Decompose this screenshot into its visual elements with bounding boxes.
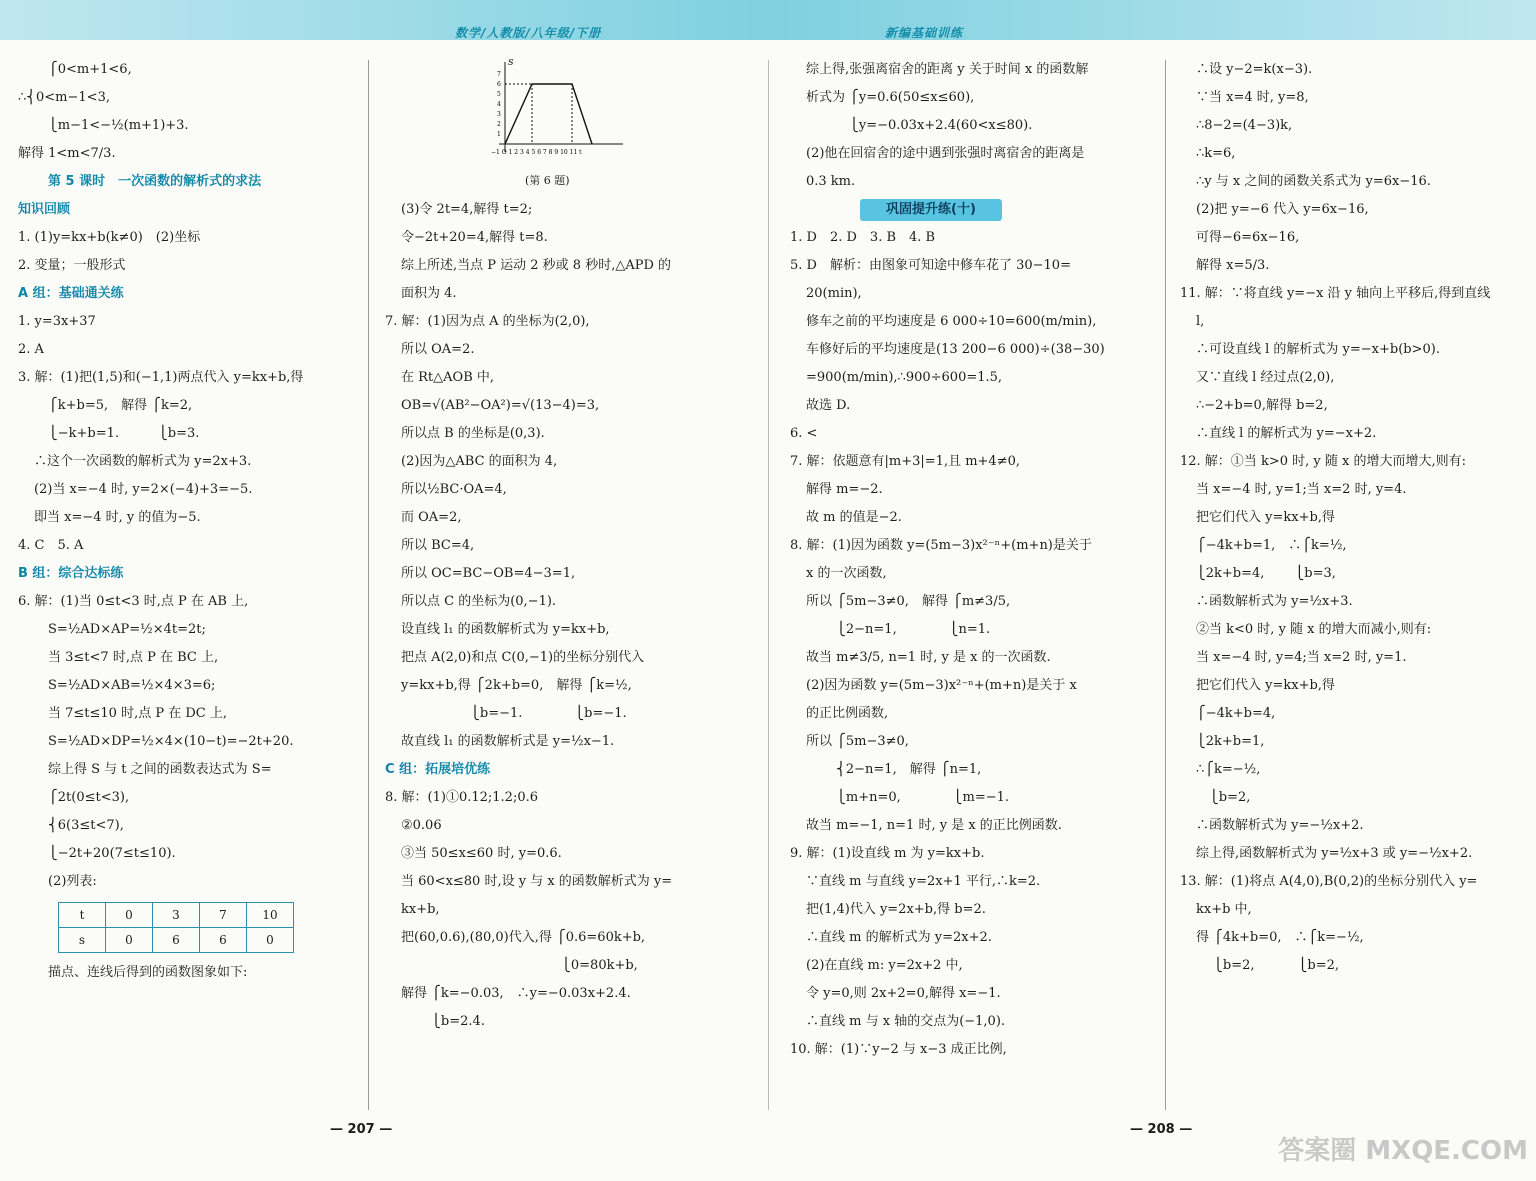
answer-line: 2. 变量；一般形式 xyxy=(18,258,126,273)
answer-line: ∴⎧k=−½, xyxy=(1196,762,1261,777)
answer-line: 在 Rt△AOB 中, xyxy=(401,370,495,385)
answer-line: ⎩0=80k+b, xyxy=(401,958,638,973)
answer-line: 故 m 的值是−2. xyxy=(806,510,902,525)
answer-line: OB=√(AB²−OA²)=√(13−4)=3, xyxy=(401,398,600,413)
answer-line: (2)他在回宿舍的途中遇到张强时离宿舍的距离是 xyxy=(806,146,1085,161)
answer-line: 故当 m=−1, n=1 时, y 是 x 的正比例函数. xyxy=(806,818,1062,833)
y-tick-label: 6 xyxy=(497,81,501,88)
answer-line: 6. < xyxy=(790,426,818,441)
answer-line: 令 y=0,则 2x+2=0,解得 x=−1. xyxy=(806,986,1001,1001)
table-cell: 7 xyxy=(200,903,247,928)
table-row xyxy=(59,903,294,928)
answer-line: y=kx+b,得 ⎧2k+b=0, 解得 ⎧k=½, xyxy=(401,678,632,693)
answer-line: 解得 x=5/3. xyxy=(1196,258,1270,273)
answer-line: S=½AD×DP=½×4×(10−t)=−2t+20. xyxy=(48,734,294,749)
graph-line xyxy=(505,84,592,144)
answer-line: (2)列表: xyxy=(48,874,97,889)
answer-line: 6. 解：(1)当 0≤t<3 时,点 P 在 AB 上, xyxy=(18,594,249,609)
y-tick-label: 3 xyxy=(497,111,501,118)
function-graph xyxy=(485,56,625,156)
answer-line: ⎩2−n=1, ⎩n=1. xyxy=(806,622,991,637)
answer-line: ∴8−2=(4−3)k, xyxy=(1196,118,1293,133)
y-axis-label: S xyxy=(508,58,514,67)
answer-line: 当 x=−4 时, y=1;当 x=2 时, y=4. xyxy=(1196,482,1407,497)
table-cell: 6 xyxy=(200,928,247,953)
answer-line: S=½AD×AB=½×4×3=6; xyxy=(48,678,216,693)
column-3 xyxy=(790,56,1160,1064)
answer-line: =900(m/min),∴900÷600=1.5, xyxy=(806,370,1003,385)
column-4 xyxy=(1180,56,1530,980)
answer-line: ∴直线 m 的解析式为 y=2x+2. xyxy=(806,930,992,945)
answer-line: ∴−2+b=0,解得 b=2, xyxy=(1196,398,1328,413)
answer-line: 又∵直线 l 经过点(2,0), xyxy=(1196,370,1335,385)
y-tick-label: 2 xyxy=(497,121,501,128)
answer-line: ⎧−4k+b=4, xyxy=(1196,706,1276,721)
answer-line: kx+b 中, xyxy=(1196,902,1252,917)
answer-line: ③当 50≤x≤60 时, y=0.6. xyxy=(401,846,562,861)
y-tick-label: 1 xyxy=(497,131,501,138)
answer-line: 可得−6=6x−16, xyxy=(1196,230,1300,245)
answer-line: ⎩−k+b=1. ⎩b=3. xyxy=(48,426,200,441)
header-book-title: 数学/人教版/八年级/下册 xyxy=(455,26,602,40)
answer-line: 所以½BC·OA=4, xyxy=(401,482,507,497)
page-gutter xyxy=(768,60,769,1110)
header-band xyxy=(0,0,1536,40)
section-heading: B 组：综合达标练 xyxy=(18,566,124,581)
y-tick-label: 5 xyxy=(497,91,501,98)
answer-line: ⎩2k+b=4, ⎩b=3, xyxy=(1196,566,1336,581)
answer-line: 2. A xyxy=(18,342,44,357)
y-tick-labels xyxy=(497,71,501,138)
answer-line: 的正比例函数, xyxy=(806,706,889,721)
answer-line: 解得 ⎧k=−0.03, ∴y=−0.03x+2.4. xyxy=(401,986,631,1001)
answer-line: (2)因为△ABC 的面积为 4, xyxy=(401,454,558,469)
answer-line: 车修好后的平均速度是(13 200−6 000)÷(38−30) xyxy=(806,342,1105,357)
table-cell: 0 xyxy=(106,903,153,928)
answer-line: S=½AD×AP=½×4t=2t; xyxy=(48,622,206,637)
answer-line: x 的一次函数, xyxy=(806,566,887,581)
answer-line: ⎩b=−1. ⎩b=−1. xyxy=(401,706,627,721)
y-tick-label: 4 xyxy=(497,101,501,108)
answer-line: 所以 BC=4, xyxy=(401,538,475,553)
answer-line: ∴⎨0<m−1<3, xyxy=(18,90,110,105)
answer-line: ∴函数解析式为 y=−½x+2. xyxy=(1196,818,1364,833)
answer-line: 令−2t+20=4,解得 t=8. xyxy=(401,230,548,245)
answer-line: (2)在直线 m: y=2x+2 中, xyxy=(806,958,963,973)
answer-line: 当 60<x≤80 时,设 y 与 x 的函数解析式为 y= xyxy=(401,874,673,889)
answer-line: 解得 m=−2. xyxy=(806,482,883,497)
answer-line: (2)因为函数 y=(5m−3)x²⁻ⁿ+(m+n)是关于 x xyxy=(806,678,1077,693)
answer-line: 所以点 C 的坐标为(0,−1). xyxy=(401,594,557,609)
answer-line: ⎩2k+b=1, xyxy=(1196,734,1265,749)
answer-line: ∴y 与 x 之间的函数关系式为 y=6x−16. xyxy=(1196,174,1431,189)
table-cell: 6 xyxy=(153,928,200,953)
answer-line: 解得 1<m<7/3. xyxy=(18,146,116,161)
figure-caption: (第 6 题) xyxy=(525,174,570,187)
answer-line: 把点 A(2,0)和点 C(0,−1)的坐标分别代入 xyxy=(401,650,645,665)
column-2 xyxy=(385,56,760,1036)
answer-line: (3)令 2t=4,解得 t=2; xyxy=(401,202,533,217)
answer-line: 5. D 解析：由图象可知途中修车花了 30−10= xyxy=(790,258,1071,273)
table-cell: 10 xyxy=(247,903,294,928)
answer-line: 把(60,0.6),(80,0)代入,得 ⎧0.6=60k+b, xyxy=(401,930,646,945)
answer-line: 得 ⎧4k+b=0, ∴⎧k=−½, xyxy=(1196,930,1364,945)
answer-line: 1. D 2. D 3. B 4. B xyxy=(790,230,936,245)
answer-line: 而 OA=2, xyxy=(401,510,462,525)
answer-line: 综上得,函数解析式为 y=½x+3 或 y=−½x+2. xyxy=(1196,846,1473,861)
answer-line: 当 3≤t<7 时,点 P 在 BC 上, xyxy=(48,650,219,665)
header-series-title: 新编基础训练 xyxy=(885,26,964,40)
answer-line: 当 7≤t≤10 时,点 P 在 DC 上, xyxy=(48,706,227,721)
answer-line: 所以 OA=2. xyxy=(401,342,475,357)
section-heading: C 组：拓展培优练 xyxy=(385,762,491,777)
answer-line: l, xyxy=(1196,314,1205,329)
answer-line: 综上得 S 与 t 之间的函数表达式为 S= xyxy=(48,762,272,777)
answer-line: 1. y=3x+37 xyxy=(18,314,96,329)
answer-line: 析式为 ⎧y=0.6(50≤x≤60), xyxy=(806,90,975,105)
column-1 xyxy=(18,56,363,987)
answer-line: ②当 k<0 时, y 随 x 的增大而减小,则有: xyxy=(1196,622,1432,637)
answer-line: 20(min), xyxy=(806,286,862,301)
answer-line: 11. 解：∵将直线 y=−x 沿 y 轴向上平移后,得到直线 xyxy=(1180,286,1491,301)
answer-line: 故当 m≠3/5, n=1 时, y 是 x 的一次函数. xyxy=(806,650,1051,665)
answer-line: 综上所述,当点 P 运动 2 秒或 8 秒时,△APD 的 xyxy=(401,258,672,273)
page-header xyxy=(0,0,1536,44)
answer-line: 12. 解：①当 k>0 时, y 随 x 的增大而增大,则有: xyxy=(1180,454,1466,469)
answer-line: 4. C 5. A xyxy=(18,538,84,553)
answer-line: ∴这个一次函数的解析式为 y=2x+3. xyxy=(34,454,252,469)
answer-line: ⎩m−1<−½(m+1)+3. xyxy=(48,118,189,133)
answer-line: (2)把 y=−6 代入 y=6x−16, xyxy=(1196,202,1369,217)
table-row xyxy=(59,928,294,953)
answer-line: 所以 OC=BC−OB=4−3=1, xyxy=(401,566,576,581)
answer-line: 所以 ⎧5m−3≠0, xyxy=(806,734,909,749)
answer-line: ⎧k+b=5, 解得 ⎧k=2, xyxy=(48,398,193,413)
answer-line: 修车之前的平均速度是 6 000÷10=600(m/min), xyxy=(806,314,1097,329)
answer-line: ⎩y=−0.03x+2.4(60<x≤80). xyxy=(806,118,1033,133)
answer-line: 设直线 l₁ 的函数解析式为 y=kx+b, xyxy=(401,622,610,637)
table-cell: 3 xyxy=(153,903,200,928)
answer-line: ∴k=6, xyxy=(1196,146,1236,161)
x-tick-labels: −1 O 1 2 3 4 5 6 7 8 9 10 11 t xyxy=(491,149,582,156)
answer-line: ∴函数解析式为 y=½x+3. xyxy=(1196,594,1353,609)
answer-line: 9. 解：(1)设直线 m 为 y=kx+b. xyxy=(790,846,985,861)
answer-line: 当 x=−4 时, y=4;当 x=2 时, y=1. xyxy=(1196,650,1407,665)
answer-line: ⎩b=2.4. xyxy=(401,1014,485,1029)
answer-line: 把它们代入 y=kx+b,得 xyxy=(1196,678,1335,693)
answer-line: (2)当 x=−4 时, y=2×(−4)+3=−5. xyxy=(34,482,253,497)
answer-line: ∴直线 l 的解析式为 y=−x+2. xyxy=(1196,426,1377,441)
answer-line: 3. 解：(1)把(1,5)和(−1,1)两点代入 y=kx+b,得 xyxy=(18,370,304,385)
answer-line: 描点、连线后得到的函数图象如下: xyxy=(48,965,248,980)
answer-line: ⎩−2t+20(7≤t≤10). xyxy=(48,846,176,861)
value-table xyxy=(58,902,294,953)
answer-line: 1. (1)y=kx+b(k≠0) (2)坐标 xyxy=(18,230,201,245)
answer-line: 把(1,4)代入 y=2x+b,得 b=2. xyxy=(806,902,986,917)
answer-line: ∴可设直线 l 的解析式为 y=−x+b(b>0). xyxy=(1196,342,1440,357)
answer-line: 7. 解：依题意有|m+3|=1,且 m+4≠0, xyxy=(790,454,1021,469)
answer-line: 即当 x=−4 时, y 的值为−5. xyxy=(34,510,201,525)
answer-line: 面积为 4. xyxy=(401,286,457,301)
section-heading: A 组：基础通关练 xyxy=(18,286,124,301)
answer-line: ⎩b=2, ⎩b=2, xyxy=(1196,958,1340,973)
answer-line: 故选 D. xyxy=(806,398,851,413)
answer-line: kx+b, xyxy=(401,902,440,917)
lesson-title: 第 5 课时 一次函数的解析式的求法 xyxy=(48,174,262,189)
answer-line: ⎩b=2, xyxy=(1196,790,1251,805)
banner-row xyxy=(790,196,1160,224)
answer-line: 所以点 B 的坐标是(0,3). xyxy=(401,426,545,441)
answer-line: ⎧2t(0≤t<3), xyxy=(48,790,130,805)
answer-line: ∴设 y−2=k(x−3). xyxy=(1196,62,1313,77)
column-divider xyxy=(1165,60,1166,1110)
section-heading: 知识回顾 xyxy=(18,202,71,217)
column-divider xyxy=(368,60,369,1110)
answer-line: ∴直线 m 与 x 轴的交点为(−1,0). xyxy=(806,1014,1006,1029)
answer-line: 8. 解：(1)因为函数 y=(5m−3)x²⁻ⁿ+(m+n)是关于 xyxy=(790,538,1092,553)
table-cell: 0 xyxy=(247,928,294,953)
answer-line: 把它们代入 y=kx+b,得 xyxy=(1196,510,1335,525)
answer-line: 10. 解：(1)∵y−2 与 x−3 成正比例, xyxy=(790,1042,1007,1057)
table-cell: s xyxy=(59,928,106,953)
answer-line: 综上得,张强离宿舍的距离 y 关于时间 x 的函数解 xyxy=(806,62,1089,77)
answer-line: 故直线 l₁ 的函数解析式是 y=½x−1. xyxy=(401,734,615,749)
section-banner: 巩固提升练(十) xyxy=(860,199,1002,221)
answer-line: 0.3 km. xyxy=(806,174,856,189)
answer-line: 8. 解：(1)①0.12;1.2;0.6 xyxy=(385,790,539,805)
answer-line: ⎧−4k+b=1, ∴⎧k=½, xyxy=(1196,538,1347,553)
answer-line: 13. 解：(1)将点 A(4,0),B(0,2)的坐标分别代入 y= xyxy=(1180,874,1478,889)
answer-line: 7. 解：(1)因为点 A 的坐标为(2,0), xyxy=(385,314,590,329)
answer-line: ⎨6(3≤t<7), xyxy=(48,818,124,833)
page-number-left: — 207 — xyxy=(330,1122,393,1137)
answer-line: ②0.06 xyxy=(401,818,442,833)
answer-line: ∵直线 m 与直线 y=2x+1 平行,∴k=2. xyxy=(806,874,1041,889)
answer-line: ⎩m+n=0, ⎩m=−1. xyxy=(806,790,1010,805)
answer-line: ⎧0<m+1<6, xyxy=(48,62,132,77)
answer-line: ∵当 x=4 时, y=8, xyxy=(1196,90,1309,105)
table-cell: 0 xyxy=(106,928,153,953)
page-number-right: — 208 — xyxy=(1130,1122,1193,1137)
watermark-logo: 答案圈 MXQE.COM xyxy=(1278,1136,1528,1166)
figure-6 xyxy=(385,56,760,196)
table-cell: t xyxy=(59,903,106,928)
y-tick-label: 7 xyxy=(497,71,501,78)
answer-line: 所以 ⎧5m−3≠0, 解得 ⎧m≠3/5, xyxy=(806,594,1011,609)
answer-line: ⎨2−n=1, 解得 ⎧n=1, xyxy=(806,762,982,777)
